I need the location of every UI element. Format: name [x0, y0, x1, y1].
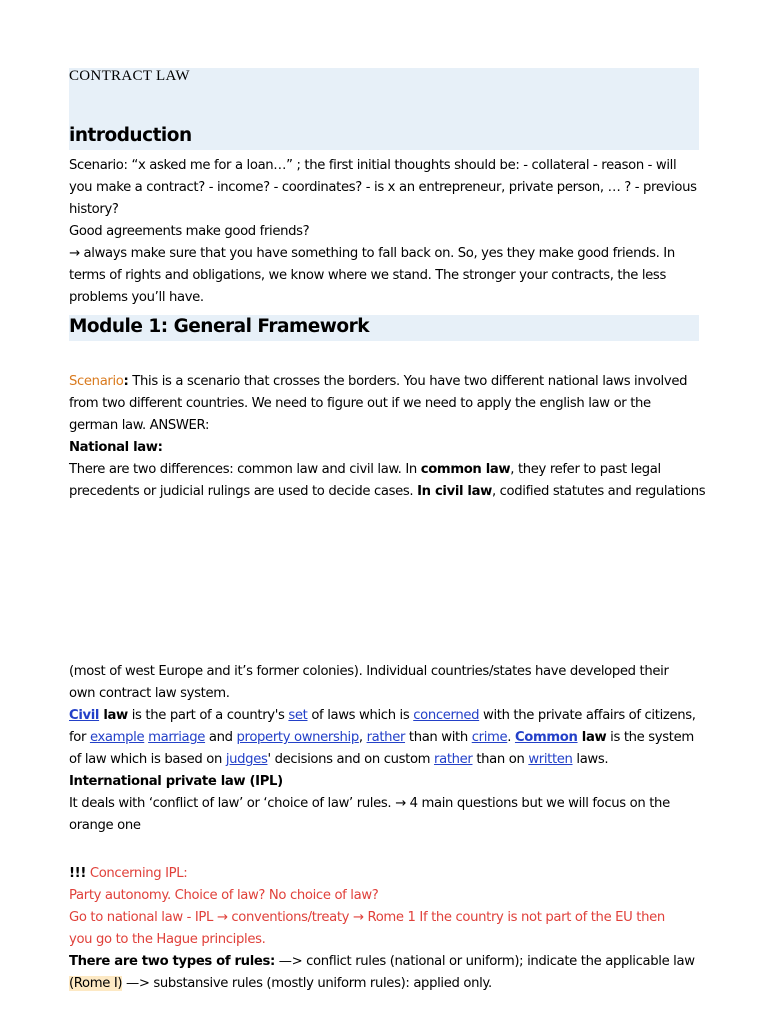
text-line [69, 437, 709, 459]
scenario-paragraph [69, 371, 709, 503]
rather-link[interactable]: rather [434, 752, 473, 767]
text-line: you go to the Hague principles. [69, 932, 266, 947]
ipl-paragraph [69, 863, 709, 995]
common-law-term: common law [420, 462, 511, 477]
module-heading: Module 1: General Framework [69, 316, 370, 337]
text-run: than on [472, 752, 529, 767]
text-run: ' decisions and on custom [267, 752, 435, 767]
civil-link[interactable]: Civil [69, 708, 100, 723]
text-line: you make a contract? - income? - coordinates? - is x an entrepreneur, private person, … ? - previous [69, 180, 697, 195]
text-run: for [69, 730, 90, 745]
rules-label: There are two types of rules: [69, 954, 275, 969]
definitions-paragraph [69, 661, 709, 837]
scenario-label: Scenario [69, 374, 124, 389]
common-link[interactable]: Common [514, 730, 578, 745]
text-line [69, 863, 709, 885]
text-run: —> conflict rules (national or uniform); indicate the applicable law [274, 954, 695, 969]
text-line: history? [69, 202, 119, 217]
text-line [69, 481, 709, 503]
text-run: and [205, 730, 237, 745]
exclamation-marks: !!! [69, 866, 86, 881]
text-run: precedents or judicial rulings are used to decide cases. [69, 484, 418, 499]
introduction-paragraph [69, 155, 709, 309]
national-law-label: National law: [69, 440, 163, 455]
text-run: of laws which is [307, 708, 414, 723]
text-line [69, 705, 709, 727]
scenario-colon: : [123, 374, 129, 389]
text-line: Go to national law - IPL → conventions/treaty → Rome 1 If the country is not part of the EU then [69, 910, 665, 925]
text-line: Scenario: “x asked me for a loan…” ; the first initial thoughts should be: - collateral - reason - will [69, 158, 677, 173]
text-run: than with [405, 730, 472, 745]
civil-law-term: In civil law [417, 484, 492, 499]
text-run: . [507, 730, 515, 745]
rome-i-highlight: (Rome I) [69, 976, 123, 991]
text-run: laws. [572, 752, 609, 767]
text-line: problems you’ll have. [69, 290, 204, 305]
text-run: —> substansive rules (mostly uniform rules): applied only. [122, 976, 492, 991]
ipl-label: International private law (IPL) [69, 774, 283, 789]
text-line: Good agreements make good friends? [69, 224, 310, 239]
text-line: Party autonomy. Choice of law? No choice of law? [69, 888, 379, 903]
text-run: with the private affairs of citizens, [479, 708, 696, 723]
judges-link[interactable]: judges [225, 752, 268, 767]
concerned-link[interactable]: concerned [413, 708, 480, 723]
text-line: → always make sure that you have something to fall back on. So, yes they make good friends. In [69, 246, 675, 261]
document-title: CONTRACT LAW [69, 68, 190, 84]
text-line: from two different countries. We need to figure out if we need to apply the english law or the [69, 396, 651, 411]
text-line [69, 727, 709, 749]
concerning-ipl-label: Concerning IPL: [86, 866, 188, 881]
text-run: of law which is based on [69, 752, 226, 767]
text-line [69, 459, 709, 481]
text-line [69, 749, 709, 771]
text-line: own contract law system. [69, 686, 230, 701]
scenario-text: This is a scenario that crosses the borders. You have two different national laws involved [128, 374, 688, 389]
text-run: is the part of a country's [127, 708, 289, 723]
marriage-link[interactable]: marriage [148, 730, 206, 745]
text-run: There are two differences: common law and civil law. In [69, 462, 421, 477]
text-line: orange one [69, 818, 141, 833]
text-line: It deals with ‘conflict of law’ or ‘choice of law’ rules. → 4 main questions but we will focus on the [69, 796, 670, 811]
text-line [69, 973, 709, 995]
text-line: terms of rights and obligations, we know where we stand. The stronger your contracts, the less [69, 268, 666, 283]
text-line [69, 951, 709, 973]
text-line [69, 771, 709, 793]
rather-link[interactable]: rather [366, 730, 406, 745]
text-line: german law. ANSWER: [69, 418, 210, 433]
text-line: (most of west Europe and it’s former colonies). Individual countries/states have developed their [69, 664, 669, 679]
set-link[interactable]: set [288, 708, 308, 723]
text-line [69, 371, 709, 393]
law-term: law [99, 708, 128, 723]
written-link[interactable]: written [528, 752, 573, 767]
text-run: , they refer to past legal [510, 462, 661, 477]
text-run: , codified statutes and regulations [491, 484, 706, 499]
law-term: law [577, 730, 607, 745]
introduction-heading: introduction [69, 125, 192, 146]
text-run: , [358, 730, 367, 745]
crime-link[interactable]: crime [471, 730, 508, 745]
property-ownership-link[interactable]: property ownership [236, 730, 359, 745]
example-link[interactable]: example [89, 730, 145, 745]
text-run: is the system [606, 730, 694, 745]
